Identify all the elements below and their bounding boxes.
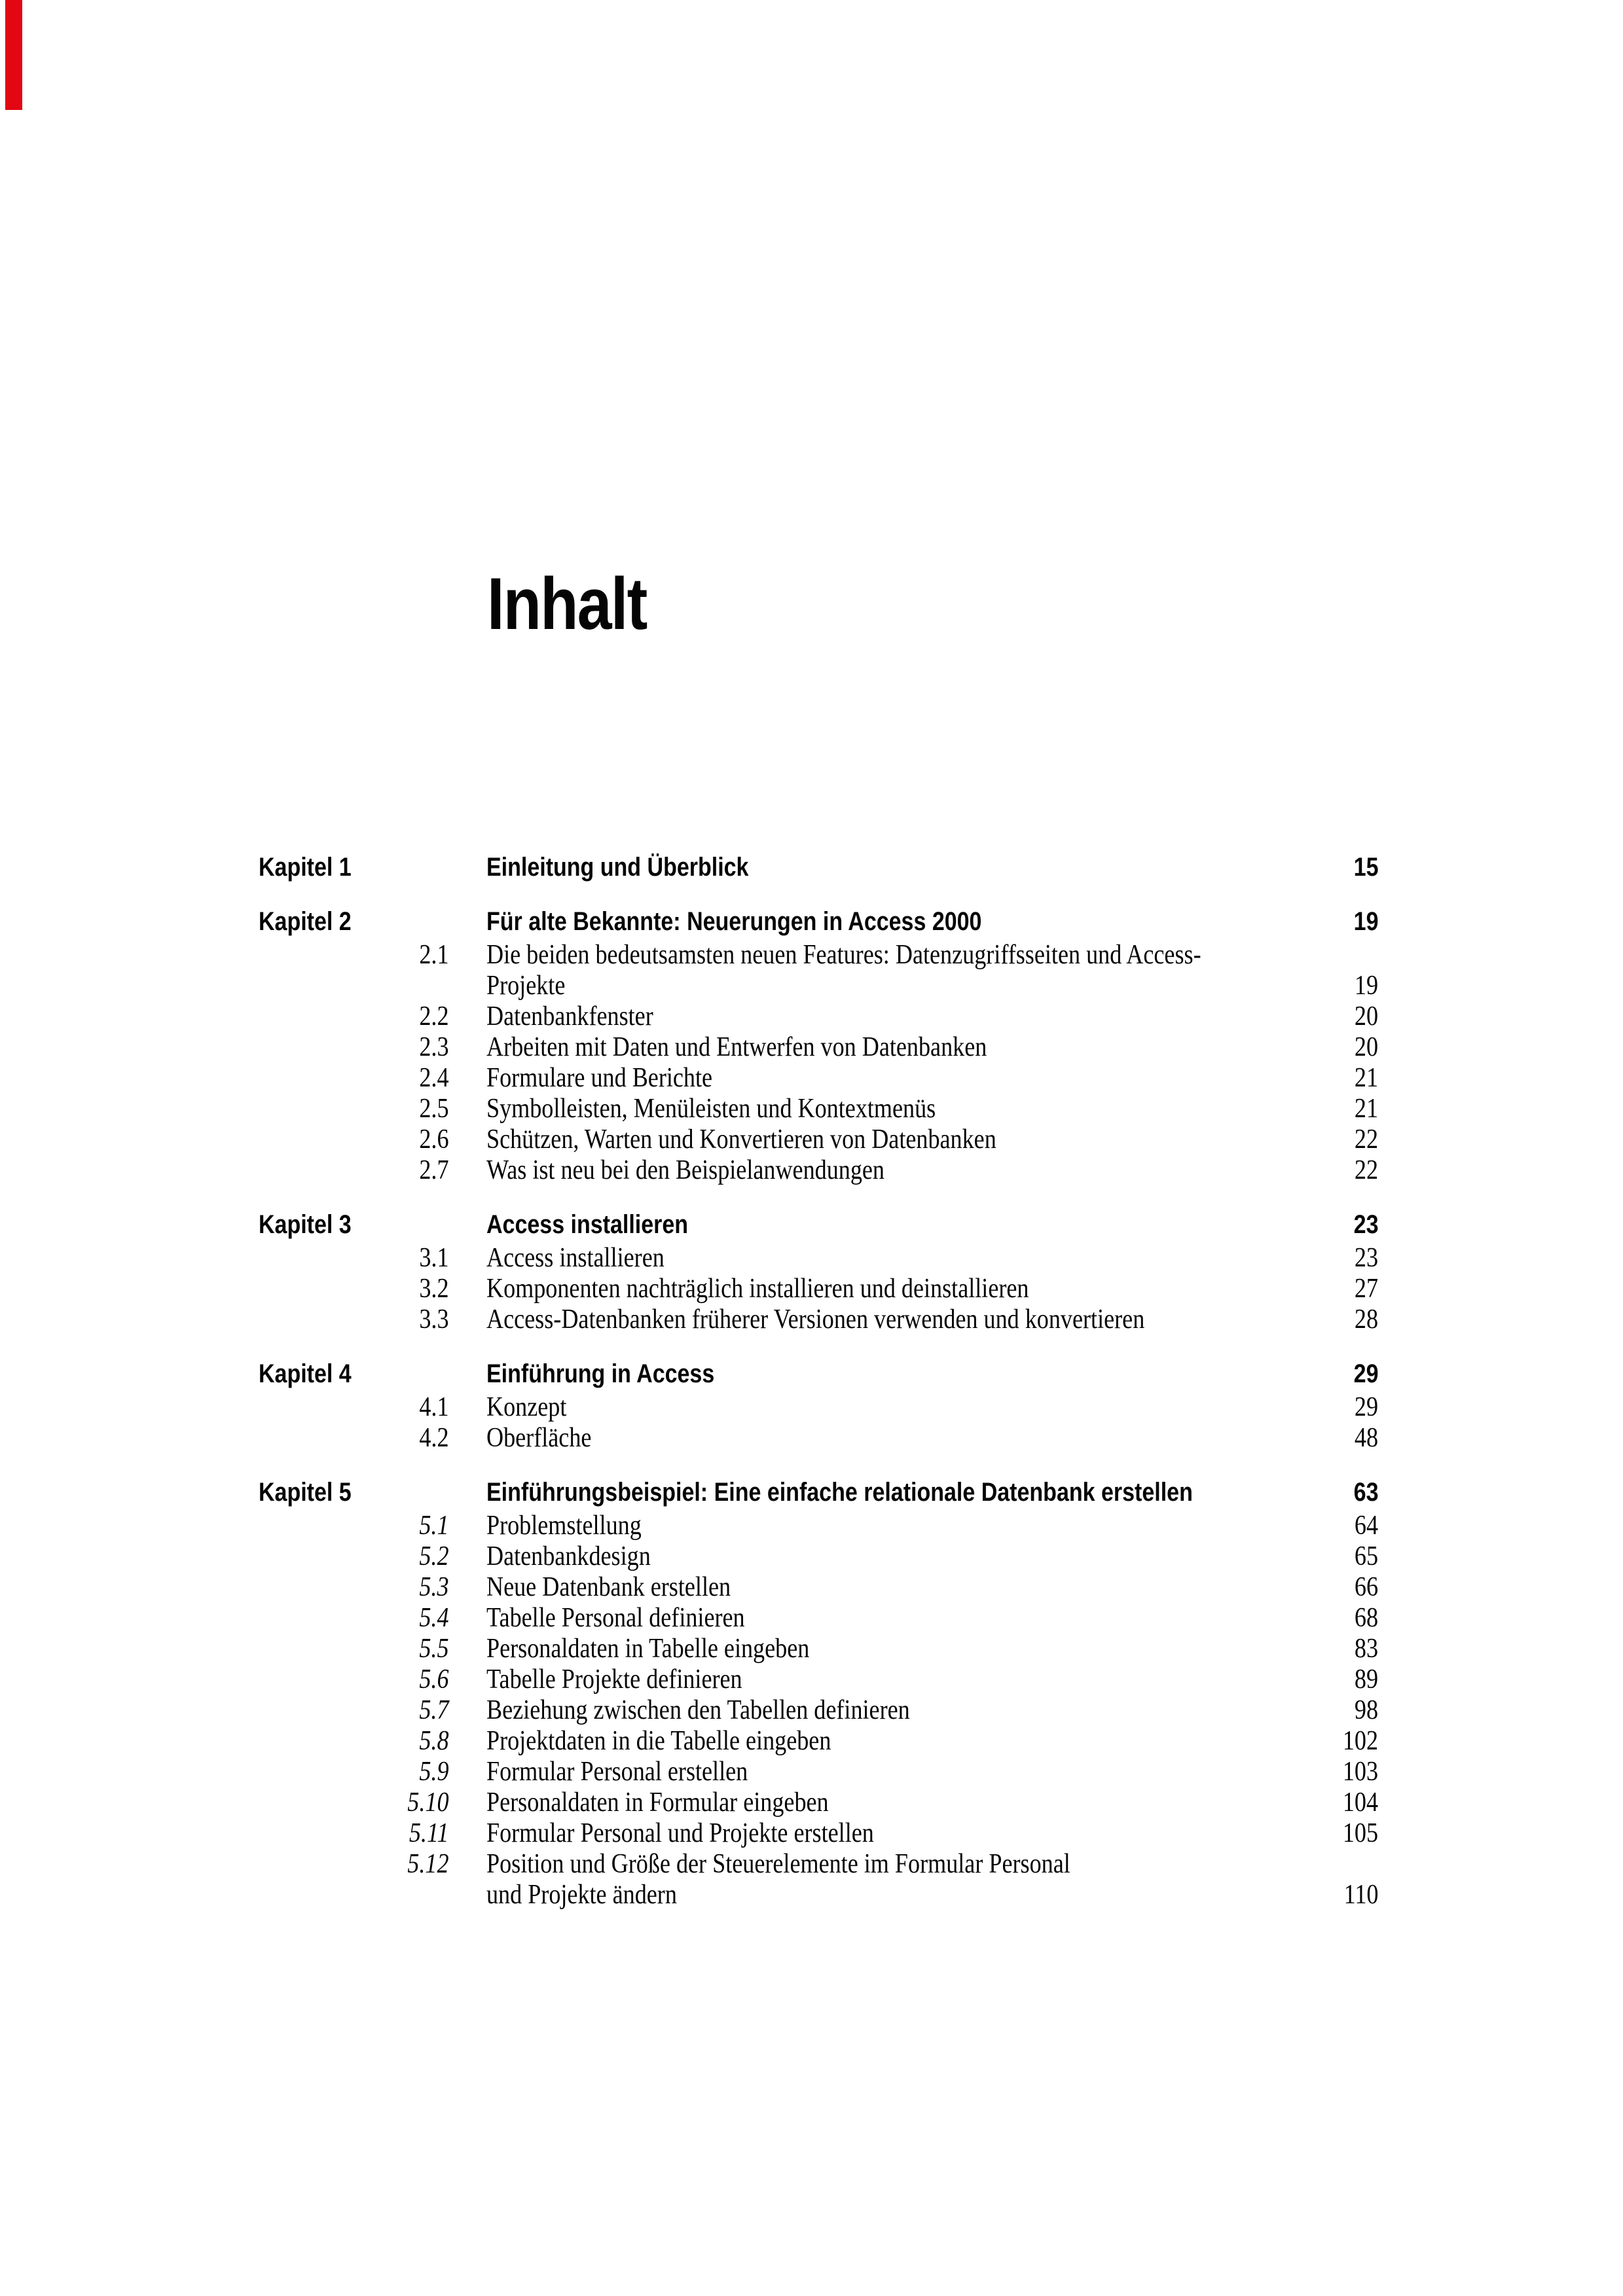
section-title: Projekte — [486, 971, 566, 1001]
section-number-cell — [259, 1392, 448, 1423]
section-number-cell — [259, 1664, 448, 1695]
section-row — [259, 1787, 1378, 1818]
section-line — [486, 1124, 1378, 1155]
chapter-title: Einführung in Access — [486, 1359, 715, 1388]
section-row — [259, 1243, 1378, 1274]
section-title: Personaldaten in Tabelle eingeben — [486, 1634, 810, 1664]
section-page-number: 89 — [1354, 1664, 1378, 1695]
section-row — [259, 1063, 1378, 1094]
section-number-cell — [259, 1124, 448, 1155]
section-number-cell — [259, 1787, 448, 1818]
section-page-number: 20 — [1354, 1001, 1378, 1031]
section-title: Tabelle Personal definieren — [486, 1603, 745, 1633]
section-line — [486, 1695, 1378, 1726]
section-body — [448, 1695, 1378, 1726]
section-number-cell — [259, 1511, 448, 1541]
section-row — [259, 1695, 1378, 1726]
section-title: Personaldaten in Formular eingeben — [486, 1787, 829, 1818]
section-row — [259, 1849, 1378, 1910]
section-body — [448, 1392, 1378, 1423]
section-number: 5.7 — [418, 1695, 448, 1725]
section-page-number: 19 — [1354, 971, 1378, 1001]
section-body — [448, 1849, 1378, 1910]
section-row — [259, 1634, 1378, 1664]
section-body — [448, 940, 1378, 1001]
section-number: 4.1 — [418, 1392, 448, 1422]
section-line — [486, 1634, 1378, 1664]
chapter-row — [259, 1477, 1378, 1508]
chapter-body — [448, 1359, 1378, 1390]
section-number-cell — [259, 1695, 448, 1726]
section-number-cell — [259, 1423, 448, 1454]
chapter-title: Einführungsbeispiel: Eine einfache relationale Datenbank erstellen — [486, 1478, 1193, 1507]
section-title: Oberfläche — [486, 1423, 592, 1453]
section-line — [486, 1664, 1378, 1695]
chapter-thumb-marker — [5, 0, 22, 110]
section-title: Beziehung zwischen den Tabellen definieren — [486, 1695, 910, 1725]
section-page-number: 48 — [1354, 1423, 1378, 1453]
section-body — [448, 1094, 1378, 1124]
chapter-page-number: 29 — [1353, 1359, 1378, 1388]
chapter-page-number: 63 — [1353, 1478, 1378, 1507]
section-number-cell — [259, 1572, 448, 1603]
section-row — [259, 1274, 1378, 1304]
section-row — [259, 1603, 1378, 1634]
section-page-number: 105 — [1342, 1818, 1378, 1848]
section-row — [259, 1818, 1378, 1849]
section-title: Problemstellung — [486, 1511, 642, 1541]
section-title: Was ist neu bei den Beispielanwendungen — [486, 1155, 884, 1185]
section-number: 5.9 — [418, 1757, 448, 1787]
chapter-label: Kapitel 5 — [259, 1478, 352, 1507]
section-page-number: 64 — [1354, 1511, 1378, 1541]
chapter-page-number: 15 — [1353, 853, 1378, 882]
chapter-line — [486, 852, 1378, 883]
section-line — [486, 1726, 1378, 1757]
section-line — [486, 1274, 1378, 1304]
section-title: Datenbankfenster — [486, 1001, 653, 1031]
section-body — [448, 1124, 1378, 1155]
section-title: Neue Datenbank erstellen — [486, 1572, 731, 1602]
section-page-number: 66 — [1354, 1572, 1378, 1602]
section-body — [448, 1304, 1378, 1335]
section-number: 2.1 — [418, 940, 448, 970]
section-number: 5.10 — [407, 1787, 448, 1818]
chapter-label-cell — [259, 1359, 448, 1390]
section-number: 5.1 — [418, 1511, 448, 1541]
section-row — [259, 1757, 1378, 1787]
section-number: 2.4 — [418, 1063, 448, 1093]
section-line — [486, 1155, 1378, 1186]
section-page-number: 102 — [1342, 1726, 1378, 1756]
section-row — [259, 940, 1378, 1001]
section-number-cell — [259, 940, 448, 1001]
section-number-cell — [259, 1063, 448, 1094]
section-page-number: 28 — [1354, 1304, 1378, 1335]
section-line — [486, 1880, 1378, 1910]
section-row — [259, 1304, 1378, 1335]
section-body — [448, 1541, 1378, 1572]
section-title: Schützen, Warten und Konvertieren von Datenbanken — [486, 1124, 996, 1155]
section-line — [486, 1243, 1378, 1274]
chapter-row — [259, 1359, 1378, 1390]
section-body — [448, 1572, 1378, 1603]
section-number-cell — [259, 1155, 448, 1186]
section-page-number: 98 — [1354, 1695, 1378, 1725]
section-number: 5.8 — [418, 1726, 448, 1756]
section-number-cell — [259, 1032, 448, 1063]
section-page-number: 22 — [1354, 1155, 1378, 1185]
section-title: Formulare und Berichte — [486, 1063, 713, 1093]
section-body — [448, 1511, 1378, 1541]
section-title: Position und Größe der Steuerelemente im Formular Personal — [486, 1849, 1070, 1879]
section-title: Formular Personal und Projekte erstellen — [486, 1818, 874, 1848]
section-title: Die beiden bedeutsamsten neuen Features: Datenzugriffsseiten und Access- — [486, 940, 1201, 970]
section-line — [486, 1849, 1378, 1880]
chapter-label: Kapitel 2 — [259, 907, 352, 936]
section-number: 2.2 — [418, 1001, 448, 1031]
section-number-cell — [259, 1726, 448, 1757]
section-line — [486, 1511, 1378, 1541]
section-body — [448, 1664, 1378, 1695]
page-title — [487, 563, 675, 645]
section-row — [259, 1726, 1378, 1757]
section-line — [486, 1063, 1378, 1094]
section-page-number: 110 — [1343, 1880, 1378, 1910]
section-number: 5.4 — [418, 1603, 448, 1633]
section-number: 5.3 — [418, 1572, 448, 1602]
section-body — [448, 1726, 1378, 1757]
section-line — [486, 1001, 1378, 1032]
chapter-line — [486, 1210, 1378, 1240]
section-page-number: 21 — [1354, 1094, 1378, 1124]
chapter-body — [448, 852, 1378, 883]
section-number-cell — [259, 1274, 448, 1304]
section-body — [448, 1063, 1378, 1094]
section-page-number: 22 — [1354, 1124, 1378, 1155]
page-title-text: Inhalt — [487, 563, 647, 645]
section-title: Konzept — [486, 1392, 567, 1422]
section-body — [448, 1757, 1378, 1787]
section-row — [259, 1664, 1378, 1695]
section-number: 5.5 — [418, 1634, 448, 1664]
section-row — [259, 1541, 1378, 1572]
section-number-cell — [259, 1243, 448, 1274]
chapter-title: Für alte Bekannte: Neuerungen in Access 2000 — [486, 907, 982, 936]
section-number: 3.2 — [418, 1274, 448, 1304]
section-row — [259, 1423, 1378, 1454]
section-body — [448, 1603, 1378, 1634]
section-page-number: 20 — [1354, 1032, 1378, 1062]
section-page-number: 68 — [1354, 1603, 1378, 1633]
section-title: Komponenten nachträglich installieren und deinstallieren — [486, 1274, 1029, 1304]
section-number: 4.2 — [418, 1423, 448, 1453]
section-page-number: 65 — [1354, 1541, 1378, 1571]
section-number: 2.3 — [418, 1032, 448, 1062]
section-row — [259, 1001, 1378, 1032]
chapter-label-cell — [259, 852, 448, 883]
section-body — [448, 1423, 1378, 1454]
section-number: 3.3 — [418, 1304, 448, 1335]
section-line — [486, 1094, 1378, 1124]
section-body — [448, 1001, 1378, 1032]
section-number: 5.12 — [407, 1849, 448, 1879]
section-number: 2.6 — [418, 1124, 448, 1155]
section-row — [259, 1124, 1378, 1155]
section-body — [448, 1787, 1378, 1818]
section-number-cell — [259, 1094, 448, 1124]
section-title: Formular Personal erstellen — [486, 1757, 748, 1787]
section-page-number: 103 — [1342, 1757, 1378, 1787]
section-line — [486, 1541, 1378, 1572]
section-page-number: 83 — [1354, 1634, 1378, 1664]
chapter-title: Einleitung und Überblick — [486, 853, 749, 882]
section-number: 3.1 — [418, 1243, 448, 1273]
section-number-cell — [259, 1634, 448, 1664]
chapter-label-cell — [259, 1210, 448, 1240]
section-row — [259, 1511, 1378, 1541]
section-number-cell — [259, 1541, 448, 1572]
section-line — [486, 940, 1378, 971]
section-number: 5.6 — [418, 1664, 448, 1695]
chapter-label: Kapitel 1 — [259, 853, 352, 882]
section-line — [486, 1787, 1378, 1818]
section-title: Arbeiten mit Daten und Entwerfen von Datenbanken — [486, 1032, 987, 1062]
section-body — [448, 1274, 1378, 1304]
section-line — [486, 1392, 1378, 1423]
chapter-title: Access installieren — [486, 1210, 689, 1239]
section-title: Datenbankdesign — [486, 1541, 651, 1571]
chapter-line — [486, 906, 1378, 937]
chapter-row — [259, 1210, 1378, 1240]
section-body — [448, 1634, 1378, 1664]
table-of-contents — [259, 852, 1378, 1910]
chapter-label-cell — [259, 1477, 448, 1508]
chapter-row — [259, 852, 1378, 883]
section-number: 5.11 — [409, 1818, 448, 1848]
section-number-cell — [259, 1818, 448, 1849]
section-line — [486, 1304, 1378, 1335]
section-row — [259, 1032, 1378, 1063]
section-line — [486, 1423, 1378, 1454]
section-page-number: 29 — [1354, 1392, 1378, 1422]
section-line — [486, 1603, 1378, 1634]
chapter-body — [448, 1477, 1378, 1508]
section-body — [448, 1818, 1378, 1849]
chapter-page-number: 19 — [1353, 907, 1378, 936]
section-title: und Projekte ändern — [486, 1880, 677, 1910]
section-body — [448, 1155, 1378, 1186]
chapter-body — [448, 1210, 1378, 1240]
section-body — [448, 1032, 1378, 1063]
section-row — [259, 1094, 1378, 1124]
section-title: Tabelle Projekte definieren — [486, 1664, 742, 1695]
chapter-label-cell — [259, 906, 448, 937]
section-number-cell — [259, 1603, 448, 1634]
section-number-cell — [259, 1757, 448, 1787]
chapter-label: Kapitel 3 — [259, 1210, 352, 1239]
chapter-row — [259, 906, 1378, 937]
section-number-cell — [259, 1001, 448, 1032]
section-row — [259, 1155, 1378, 1186]
section-number: 2.7 — [418, 1155, 448, 1185]
section-line — [486, 1572, 1378, 1603]
section-line — [486, 1818, 1378, 1849]
chapter-body — [448, 906, 1378, 937]
section-page-number: 21 — [1354, 1063, 1378, 1093]
section-page-number: 104 — [1342, 1787, 1378, 1818]
section-line — [486, 1757, 1378, 1787]
section-body — [448, 1243, 1378, 1274]
section-page-number: 23 — [1354, 1243, 1378, 1273]
section-row — [259, 1392, 1378, 1423]
chapter-line — [486, 1477, 1378, 1508]
section-page-number: 27 — [1354, 1274, 1378, 1304]
section-title: Access installieren — [486, 1243, 665, 1273]
chapter-page-number: 23 — [1353, 1210, 1378, 1239]
section-title: Projektdaten in die Tabelle eingeben — [486, 1726, 831, 1756]
section-number-cell — [259, 1304, 448, 1335]
section-title: Access-Datenbanken früherer Versionen verwenden und konvertieren — [486, 1304, 1145, 1335]
chapter-label: Kapitel 4 — [259, 1359, 352, 1388]
section-title: Symbolleisten, Menüleisten und Kontextmenüs — [486, 1094, 936, 1124]
section-line — [486, 971, 1378, 1001]
section-line — [486, 1032, 1378, 1063]
section-number: 2.5 — [418, 1094, 448, 1124]
section-number-cell — [259, 1849, 448, 1910]
chapter-line — [486, 1359, 1378, 1390]
section-row — [259, 1572, 1378, 1603]
section-number: 5.2 — [418, 1541, 448, 1571]
